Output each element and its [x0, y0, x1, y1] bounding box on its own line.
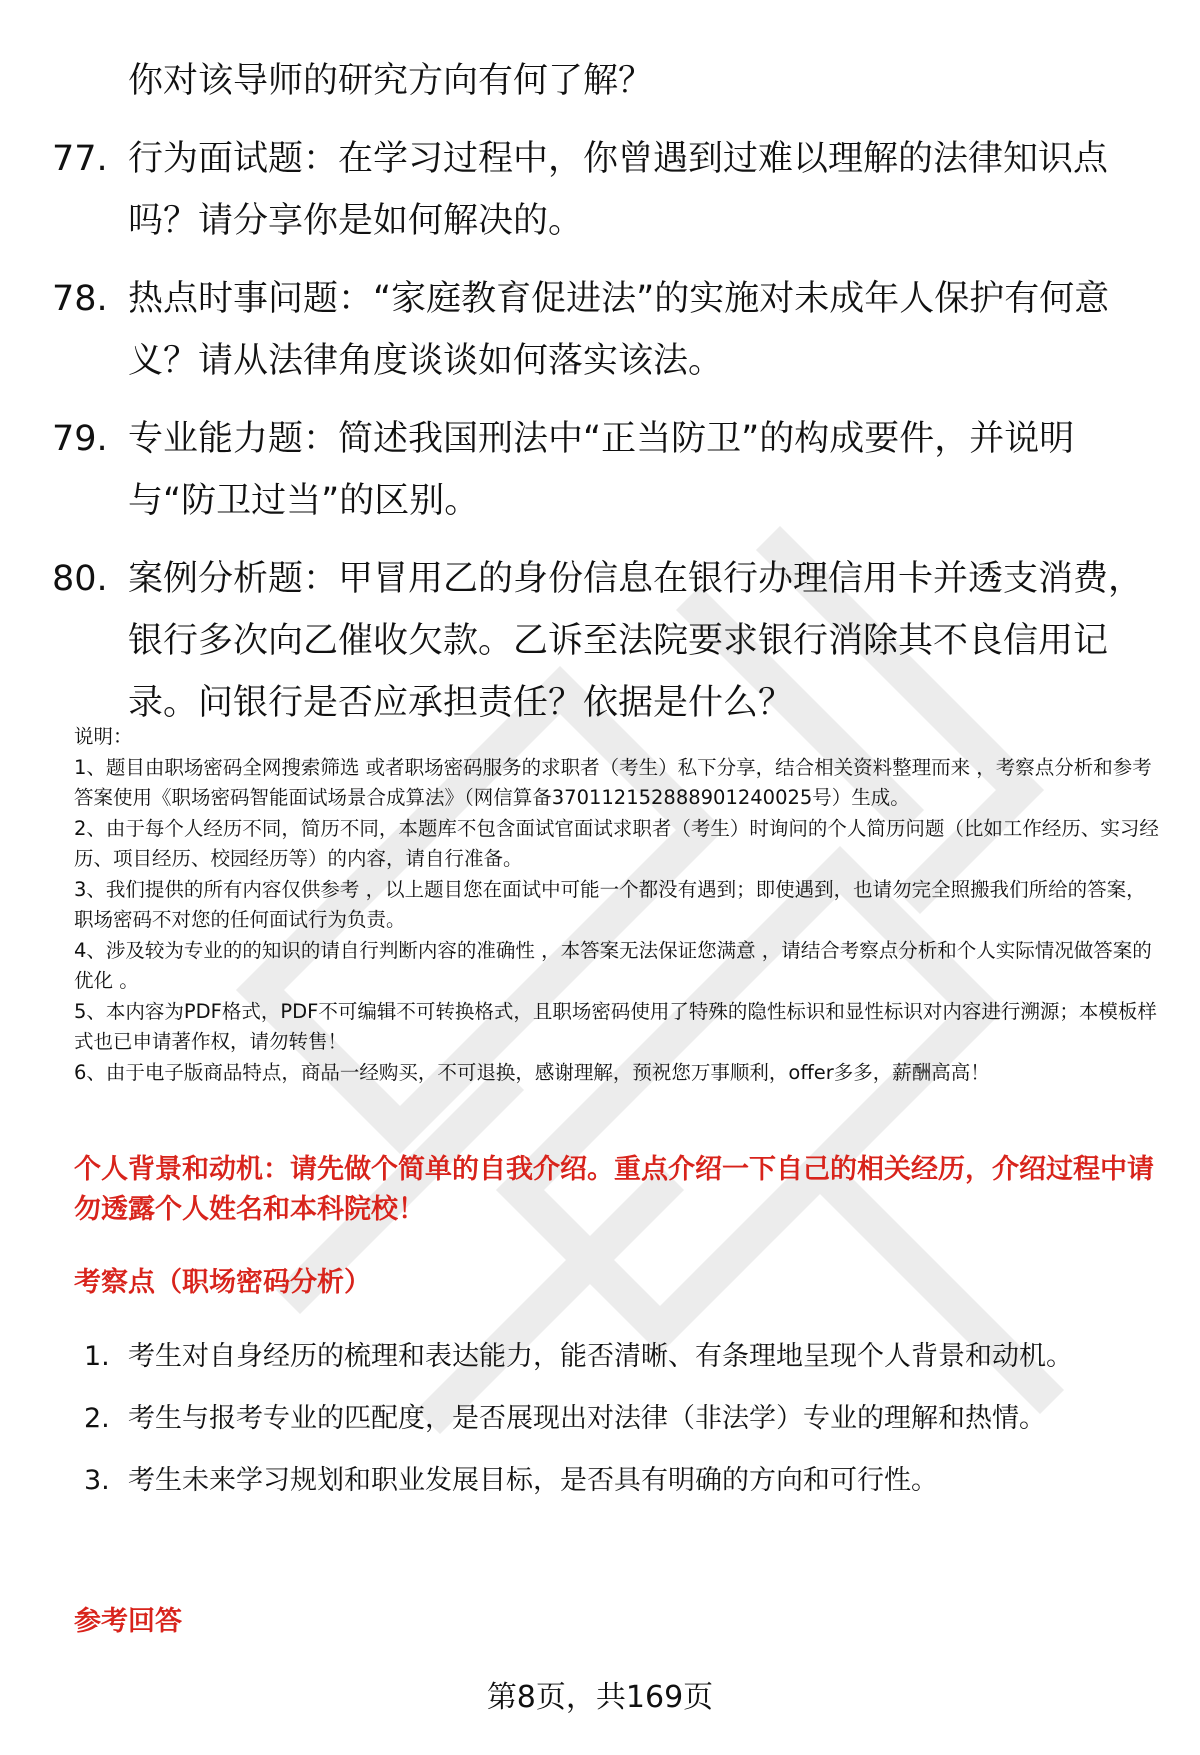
note-line: 1、题目由职场密码全网搜索筛选 或者职场密码服务的求职者（考生）私下分享，结合相关资料整理而来 ，考察点分析和参考答案使用《职场密码智能面试场景合成算法》（网信算备370112152888901240025号）生成。 — [74, 755, 1152, 809]
note-line: 6、由于电子版商品特点，商品一经购买，不可退换，感谢理解，预祝您万事顺利，offer多多，薪酬高高！ — [74, 1060, 990, 1084]
exam-points-list — [84, 1326, 1154, 1512]
note-line: 5、本内容为PDF格式，PDF不可编辑不可转换格式，且职场密码使用了特殊的隐性标识和显性标识对内容进行溯源；本模板样式也已申请著作权，请勿转售！ — [74, 999, 1157, 1053]
notes-block — [74, 722, 1164, 1088]
exam-points-heading: 考察点（职场密码分析） — [74, 1267, 371, 1298]
exam-point-number: 1. — [84, 1341, 110, 1372]
note-line: 4、涉及较为专业的的知识的请自行判断内容的准确性 ，本答案无法保证您满意 ，请结合考察点分析和个人实际情况做答案的优化 。 — [74, 938, 1152, 992]
note-line: 2、由于每个人经历不同，简历不同，本题库不包含面试官面试求职者（考生）时询问的个人简历问题（比如工作经历、实习经历、项目经历、校园经历等）的内容，请自行准备。 — [74, 816, 1159, 870]
question-item — [52, 548, 1162, 734]
page-number: 第8页，共169页 — [486, 1680, 714, 1715]
question-text: 专业能力题：简述我国刑法中“正当防卫”的构成要件，并说明与“防卫过当”的区别。 — [128, 419, 1075, 521]
question-continuation: 你对该导师的研究方向有何了解？ — [128, 61, 654, 101]
reference-answer-heading: 参考回答 — [74, 1606, 182, 1637]
question-item — [52, 268, 1162, 392]
exam-point-item — [84, 1326, 1154, 1388]
exam-point-item — [84, 1388, 1154, 1450]
exam-point-item — [84, 1450, 1154, 1512]
exam-point-number: 3. — [84, 1465, 110, 1496]
question-item — [52, 128, 1162, 252]
exam-point-text: 考生对自身经历的梳理和表达能力，能否清晰、有条理地呈现个人背景和动机。 — [128, 1341, 1073, 1372]
notes-title: 说明： — [74, 725, 133, 748]
question-text: 行为面试题：在学习过程中，你曾遇到过难以理解的法律知识点吗？请分享你是如何解决的。 — [128, 139, 1109, 241]
question-number: 80. — [52, 559, 108, 599]
note-line: 3、我们提供的所有内容仅供参考 ，以上题目您在面试中可能一个都没有遇到；即使遇到，也请勿完全照搬我们所给的答案，职场密码不对您的任何面试行为负责。 — [74, 877, 1146, 931]
exam-point-text: 考生与报考专业的匹配度，是否展现出对法律（非法学）专业的理解和热情。 — [128, 1403, 1046, 1434]
question-text: 案例分析题：甲冒用乙的身份信息在银行办理信用卡并透支消费，银行多次向乙催收欠款。乙诉至法院要求银行消除其不良信用记录。问银行是否应承担责任？依据是什么？ — [128, 559, 1144, 723]
background-motivation-heading: 个人背景和动机：请先做个简单的自我介绍。重点介绍一下自己的相关经历，介绍过程中请勿透露个人姓名和本科院校！ — [74, 1154, 1154, 1225]
question-list — [52, 50, 1162, 734]
question-number: 77. — [52, 139, 108, 179]
question-item — [52, 408, 1162, 532]
question-text: 热点时事问题：“家庭教育促进法”的实施对未成年人保护有何意义？请从法律角度谈谈如何落实该法。 — [128, 279, 1110, 381]
question-number: 78. — [52, 279, 108, 319]
question-number: 79. — [52, 419, 108, 459]
exam-point-number: 2. — [84, 1403, 110, 1434]
exam-point-text: 考生未来学习规划和职业发展目标，是否具有明确的方向和可行性。 — [128, 1465, 938, 1496]
